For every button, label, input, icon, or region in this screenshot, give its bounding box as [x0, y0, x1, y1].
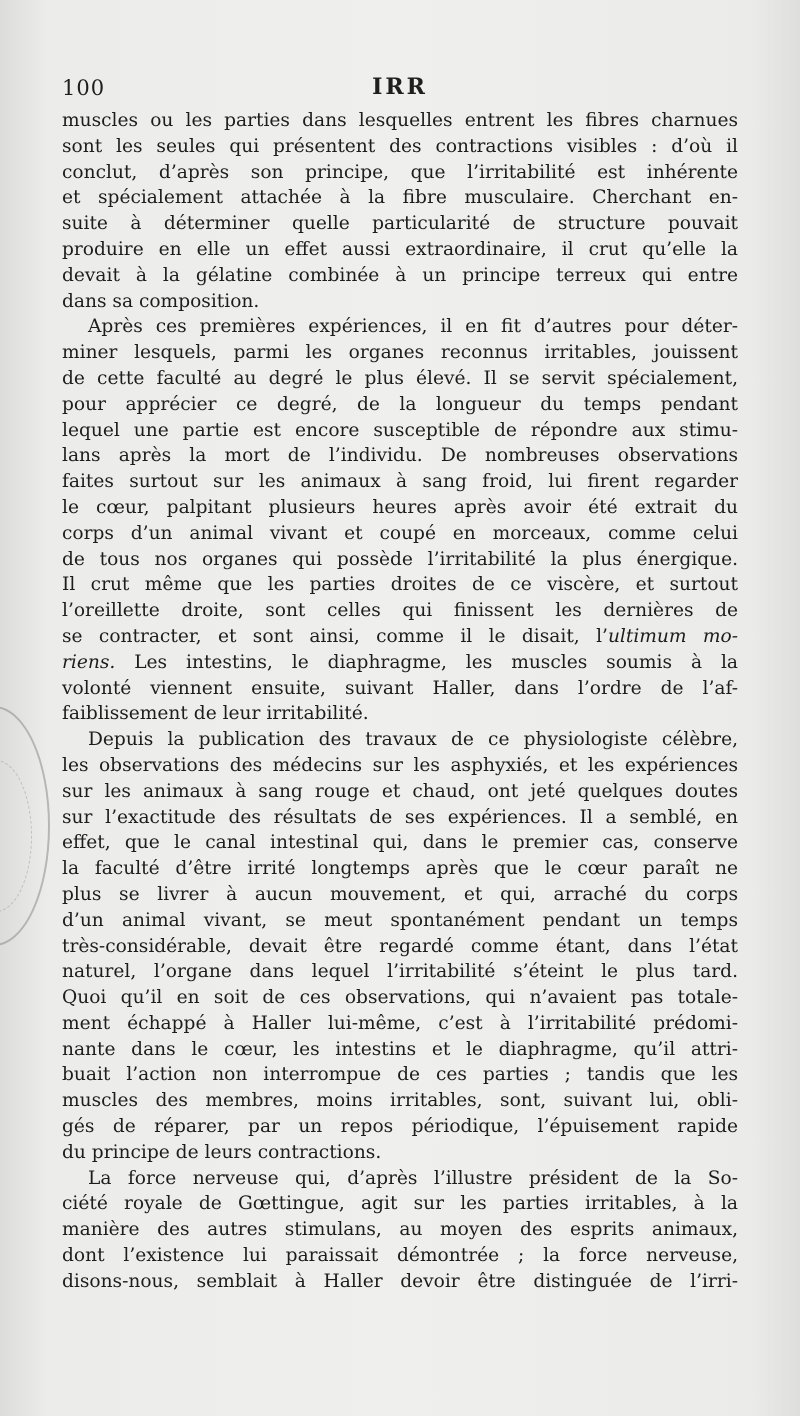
text-line: suite à déterminer quelle particularité de structure pouvait [62, 213, 738, 235]
text-fragment: se contracter, et sont ainsi, comme il le disait, l’ [62, 625, 608, 647]
text-line: gés de réparer, par un repos périodique, l’épuisement rapide [62, 1116, 738, 1138]
text-line: naturel, l’organe dans lequel l’irritabilité s’éteint le plus tard. [62, 961, 738, 983]
text-line: miner lesquels, parmi les organes reconnus irritables, jouissent [62, 342, 738, 364]
text-line: volonté viennent ensuite, suivant Haller, dans l’ordre de l’af- [62, 677, 738, 699]
text-line: l’oreillette droite, sont celles qui finissent les dernières de [62, 600, 738, 622]
paragraph [62, 108, 738, 314]
text-line: dans sa composition. [62, 290, 260, 312]
text-line: plus se livrer à aucun mouvement, et qui, arraché du corps [62, 883, 738, 905]
text-line: et spécialement attachée à la fibre musculaire. Cherchant en- [62, 187, 738, 209]
text-line-mixed [62, 624, 738, 650]
text-line: sont les seules qui présentent des contractions visibles : d’où il [62, 135, 738, 157]
page-number: 100 [62, 76, 106, 100]
text-line: ciété royale de Gœttingue, agit sur les parties irritables, à la [62, 1193, 738, 1215]
text-line: pour apprécier ce degré, de la longueur du temps pendant [62, 393, 738, 415]
text-line: faites surtout sur les animaux à sang froid, lui firent regarder [62, 471, 738, 493]
page-header [62, 72, 738, 108]
text-line: sur l’exactitude des résultats de ses expériences. Il a semblé, en [62, 806, 738, 828]
text-line: conclut, d’après son principe, que l’irritabilité est inhérente [62, 161, 738, 183]
text-line: buait l’action non interrompue de ces parties ; tandis que les [62, 1064, 738, 1086]
text-line: lequel une partie est encore susceptible de répondre aux stimu- [62, 419, 738, 441]
text-line: très-considérable, devait être regardé comme étant, dans l’état [62, 935, 738, 957]
text-line: la faculté d’être irrité longtemps après que le cœur paraît ne [62, 858, 738, 880]
paragraph [62, 727, 738, 1166]
running-head: IRR [372, 74, 428, 100]
text-line: manière des autres stimulans, au moyen des esprits animaux, [62, 1219, 738, 1241]
text-line: du principe de leurs contractions. [62, 1141, 382, 1163]
text-line: effet, que le canal intestinal qui, dans le premier cas, conserve [62, 832, 738, 854]
paragraph [62, 314, 738, 727]
text-line: les observations des médecins sur les asphyxiés, et les expériences [62, 754, 738, 776]
text-line: Après ces premières expériences, il en fit d’autres pour déter- [88, 316, 738, 338]
text-line: produire en elle un effet aussi extraordinaire, il crut qu’elle la [62, 238, 738, 260]
text-line: de tous nos organes qui possède l’irritabilité la plus énergique. [62, 548, 738, 570]
text-line-mixed [62, 650, 738, 676]
text-line: sur les animaux à sang rouge et chaud, ont jeté quelques doutes [62, 780, 738, 802]
text-line: disons-nous, semblait à Haller devoir être distinguée de l’irri- [62, 1270, 738, 1292]
text-fragment: Les intestins, le diaphragme, les muscles soumis à la [115, 651, 738, 673]
text-line: faiblissement de leur irritabilité. [62, 703, 369, 725]
text-line: de cette faculté au degré le plus élevé. Il se servit spécialement, [62, 367, 738, 389]
text-line: Il crut même que les parties droites de ce viscère, et surtout [62, 574, 738, 596]
body-text [62, 108, 738, 1295]
text-line: muscles ou les parties dans lesquelles entrent les fibres charnues [62, 110, 738, 131]
text-line: ment échappé à Haller lui-même, c’est à l’irritabilité prédomi- [62, 1012, 738, 1034]
italic-term: riens. [62, 651, 116, 673]
text-line: lans après la mort de l’individu. De nombreuses observations [62, 445, 738, 467]
paragraph [62, 1166, 738, 1295]
text-line: dont l’existence lui paraissait démontrée ; la force nerveuse, [62, 1245, 738, 1267]
text-line: Depuis la publication des travaux de ce physiologiste célèbre, [88, 729, 738, 751]
text-line: nante dans le cœur, les intestins et le diaphragme, qu’il attri- [62, 1038, 738, 1060]
text-line: corps d’un animal vivant et coupé en morceaux, comme celui [62, 522, 738, 544]
text-line: muscles des membres, moins irritables, sont, suivant lui, obli- [62, 1090, 738, 1112]
text-line: d’un animal vivant, se meut spontanément pendant un temps [62, 909, 738, 931]
text-line: devait à la gélatine combinée à un principe terreux qui entre [62, 264, 738, 286]
text-line: La force nerveuse qui, d’après l’illustre président de la So- [88, 1167, 738, 1189]
text-line: Quoi qu’il en soit de ces observations, qui n’avaient pas totale- [62, 987, 738, 1009]
text-line: le cœur, palpitant plusieurs heures après avoir été extrait du [62, 496, 738, 518]
italic-term: ultimum mo- [607, 625, 738, 647]
